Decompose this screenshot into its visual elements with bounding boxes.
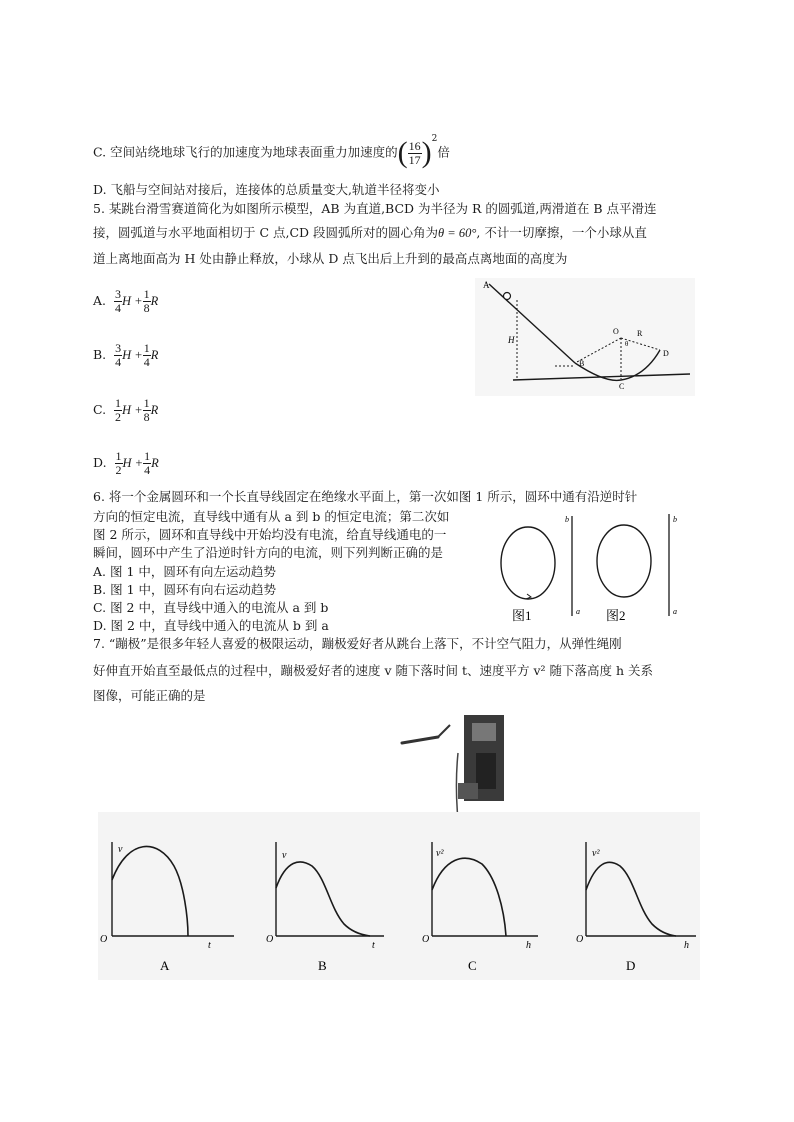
q6-option-b: B. 图 1 中，圆环有向右运动趋势 [93, 582, 277, 597]
option-mid: H + [122, 348, 143, 362]
fraction-denominator: 8 [143, 301, 150, 315]
graph-b-x-label: t [372, 940, 375, 951]
label-r: R [637, 329, 643, 338]
fraction-numerator: 3 [115, 341, 122, 355]
q5-stem-line2-a: 接，圆弧道与水平地面相切于 C 点,CD 段圆弧所对的圆心角为 [93, 225, 439, 240]
q6-stem-line3: 图 2 所示，圆环和直导线中开始均没有电流，给直导线通电的一 [93, 527, 447, 542]
graph-d-origin: O [576, 934, 584, 945]
label-c: C [619, 382, 625, 391]
graph-b-y-label: v [282, 850, 287, 861]
platform-window [472, 723, 496, 741]
fraction [143, 342, 151, 369]
option-end: R [151, 456, 159, 470]
graph-d-curve [586, 862, 676, 936]
fraction-numerator: 1 [115, 449, 122, 463]
q4-option-c-prefix: C. 空间站绕地球飞行的加速度为地球表面重力加速度的 [93, 144, 398, 160]
wire2-top-label: b [673, 515, 677, 524]
graph-c-curve [432, 858, 506, 936]
wire1-top-label: b [565, 515, 569, 524]
figure2-caption: 图2 [606, 608, 626, 623]
q5-option-a [93, 288, 158, 315]
graph-a-caption: A [160, 958, 170, 973]
fraction-denominator: 4 [143, 355, 150, 369]
fraction-numerator: 1 [115, 396, 122, 410]
platform-ledge [458, 783, 478, 799]
graph-a [98, 838, 238, 973]
q5-option-c [93, 397, 158, 424]
option-end: R [150, 348, 159, 362]
q4-option-c-fraction [408, 140, 422, 167]
fraction-denominator: 2 [115, 463, 122, 477]
fraction [143, 397, 151, 424]
q5-stem-line2-b: , 不计一切摩擦，一个小球从直 [476, 225, 647, 240]
graph-d-y-label: v² [592, 848, 600, 859]
label-d: D [663, 349, 669, 358]
q6-stem-line1: 6. 将一个金属圆环和一个长直导线固定在绝缘水平面上，第一次如图 1 所示，圆环中通有沿逆时针 [93, 489, 638, 504]
graph-c-x-label: h [526, 940, 531, 951]
q5-option-d [93, 450, 159, 477]
graph-d-caption: D [626, 958, 636, 973]
fraction [114, 288, 122, 315]
q4-option-d: D. 飞船与空间站对接后，连接体的总质量变大,轨道半径将变小 [93, 182, 440, 197]
label-theta: θ [625, 340, 629, 348]
q5-option-b [93, 342, 158, 369]
graph-b-caption: B [318, 958, 327, 973]
option-label: D. [93, 455, 107, 470]
fraction-numerator: 3 [114, 287, 121, 301]
ring-figure1 [501, 527, 555, 599]
option-label: B. [93, 347, 107, 362]
q5-stem-line2 [93, 224, 647, 242]
theta-value: θ = 60° [438, 226, 477, 240]
ring-figure2 [597, 525, 651, 597]
fraction-denominator: 4 [114, 301, 121, 315]
fraction [143, 450, 151, 477]
fraction-denominator: 17 [408, 152, 421, 167]
graph-b [266, 838, 390, 973]
exponent: 2 [431, 134, 438, 145]
q6-stem-line2: 方向的恒定电流，直导线中通有从 a 到 b 的恒定电流；第二次如 [93, 509, 450, 524]
right-paren: ) [421, 136, 432, 169]
q4-option-c [93, 134, 450, 169]
fraction [143, 288, 151, 315]
fraction [115, 450, 123, 477]
left-paren: ( [397, 136, 408, 169]
fraction-denominator: 4 [144, 463, 151, 477]
q7-stem-line3: 图像，可能正确的是 [93, 688, 206, 703]
label-b: B [579, 359, 585, 368]
fraction [114, 342, 122, 369]
figure1-caption: 图1 [512, 608, 532, 623]
fraction-numerator: 1 [143, 396, 150, 410]
graph-b-origin: O [266, 934, 274, 945]
fraction-denominator: 2 [115, 410, 122, 424]
q7-stem-line1: 7. “蹦极”是很多年轻人喜爱的极限运动，蹦极爱好者从跳台上落下，不计空气阻力，从弹性绳刚 [93, 636, 622, 651]
graph-a-x-label: t [208, 940, 211, 951]
q7-stem-line2: 好伸直开始直至最低点的过程中，蹦极爱好者的速度 v 随下落时间 t、速度平方 v² 随下落高度 h 关系 [93, 663, 654, 678]
label-a: A [483, 280, 490, 290]
fraction-numerator: 16 [408, 138, 421, 153]
graph-c-y-label: v² [436, 848, 444, 859]
q5-stem-line3: 道上离地面高为 H 处由静止释放，小球从 D 点飞出后上升到的最高点离地面的高度为 [93, 251, 568, 266]
fraction-denominator: 8 [143, 410, 150, 424]
option-mid: H + [122, 403, 143, 417]
graph-d [576, 838, 700, 973]
q6-stem-line4: 瞬间，圆环中产生了沿逆时针方向的电流，则下列判断正确的是 [93, 545, 444, 560]
q4-option-c-suffix: 倍 [437, 144, 450, 160]
option-end: R [150, 403, 159, 417]
q5-stem-line1: 5. 某跳台滑雪赛道简化为如图所示模型，AB 为直道,BCD 为半径为 R 的圆弧道,两滑道在 B 点平滑连 [93, 201, 657, 216]
graph-c [420, 838, 544, 973]
fraction [114, 397, 122, 424]
fraction-numerator: 1 [143, 287, 150, 301]
graph-d-x-label: h [684, 940, 689, 951]
ski-track-figure [475, 278, 695, 396]
platform-frame [476, 753, 496, 789]
option-label: C. [93, 402, 107, 417]
q6-option-d: D. 图 2 中，直导线中通入的电流从 b 到 a [93, 618, 329, 633]
graph-a-origin: O [100, 934, 108, 945]
fraction-denominator: 4 [115, 355, 122, 369]
option-mid: H + [122, 456, 144, 470]
wire1-bottom-label: a [576, 607, 580, 616]
label-o: O [613, 327, 619, 336]
wire2-bottom-label: a [673, 607, 677, 616]
graph-a-curve [112, 846, 188, 936]
option-label: A. [93, 293, 107, 308]
ring-wire-figure [492, 508, 692, 626]
ball [504, 293, 511, 300]
option-end: R [150, 294, 159, 308]
fraction-numerator: 1 [143, 341, 150, 355]
graph-a-y-label: v [118, 844, 123, 855]
q6-option-a: A. 图 1 中，圆环有向左运动趋势 [93, 564, 276, 579]
graph-c-origin: O [422, 934, 430, 945]
graph-c-caption: C [468, 958, 477, 973]
label-h: H [508, 335, 515, 345]
graph-b-curve [276, 862, 370, 936]
fraction-numerator: 1 [144, 449, 151, 463]
q6-option-c: C. 图 2 中，直导线中通入的电流从 a 到 b [93, 600, 329, 615]
option-mid: H + [121, 294, 143, 308]
